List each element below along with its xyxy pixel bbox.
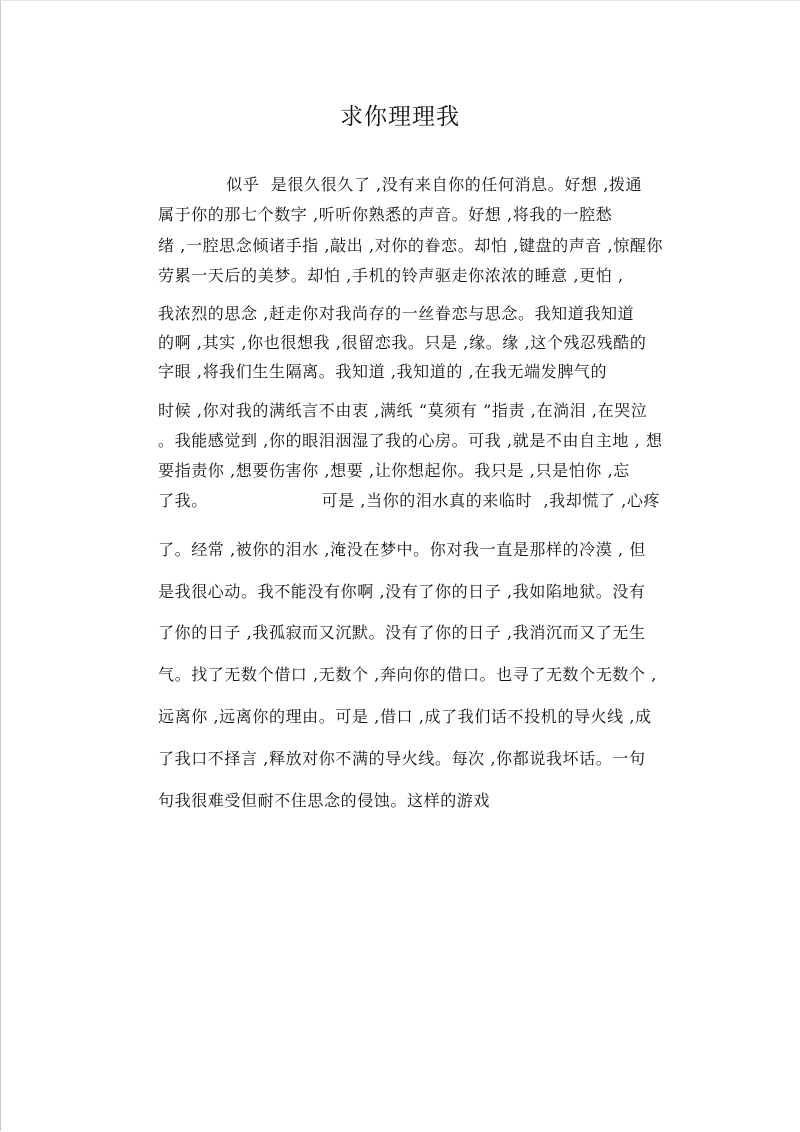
body-line: 属于你的那七个数字 ,听听你熟悉的声音。好想 ,将我的一腔愁	[158, 205, 613, 224]
document-title: 求你理理我	[340, 104, 460, 130]
body-line: 了。经常 ,被你的泪水 ,淹没在梦中。你对我一直是那样的冷漠 , 但	[158, 540, 647, 559]
body-line: 字眼 ,将我们生生隔离。我知道 ,我知道的 ,在我无端发脾气的	[158, 362, 608, 381]
body-line: 绪 ,一腔思念倾诸手指 ,敲出 ,对你的眷恋。却怕 ,键盘的声音 ,惊醒你	[158, 236, 664, 255]
body-line: 要指责你 ,想要伤害你 ,想要 ,让你想起你。我只是 ,只是怕你 ,忘	[158, 461, 630, 480]
body-line: 了你的日子 ,我孤寂而又沉默。没有了你的日子 ,我消沉而又了无生	[158, 623, 646, 642]
body-line: 时候 ,你对我的满纸言不由衷 ,满纸 “莫须有 ”指责 ,在淌泪 ,在哭泣	[158, 401, 648, 420]
body-line: 了我口不择言 ,释放对你不满的导火线。每次 ,你都说我坏话。一句	[158, 749, 646, 768]
body-line: 劳累一天后的美梦。却怕 ,手机的铃声驱走你浓浓的睡意 ,更怕 ,	[158, 266, 624, 285]
body-line: 我浓烈的思念 ,赶走你对我尚存的一丝眷恋与思念。我知道我知道	[158, 304, 635, 323]
body-line: 气。找了无数个借口 ,无数个 ,奔向你的借口。也寻了无数个无数个 ,	[158, 665, 657, 684]
body-line: 似乎 是很久很久了 ,没有来自你的任何消息。好想 ,拨通	[158, 175, 643, 194]
body-line: 远离你 ,远离你的理由。可是 ,借口 ,成了我们话不投机的导火线 ,成	[158, 707, 652, 726]
body-line: 句我很难受但耐不住思念的侵蚀。这样的游戏	[158, 791, 491, 810]
body-line: 了我。 可是 ,当你的泪水真的来临时 ,我却慌了 ,心疼	[158, 491, 661, 510]
body-line: 的啊 ,其实 ,你也很想我 ,很留恋我。只是 ,缘。缘 ,这个残忍残酷的	[158, 333, 647, 352]
body-line: 是我很心动。我不能没有你啊 ,没有了你的日子 ,我如陷地狱。没有	[158, 582, 646, 601]
body-line: 。我能感觉到 ,你的眼泪洇湿了我的心房。可我 ,就是不由自主地 , 想	[158, 431, 663, 450]
